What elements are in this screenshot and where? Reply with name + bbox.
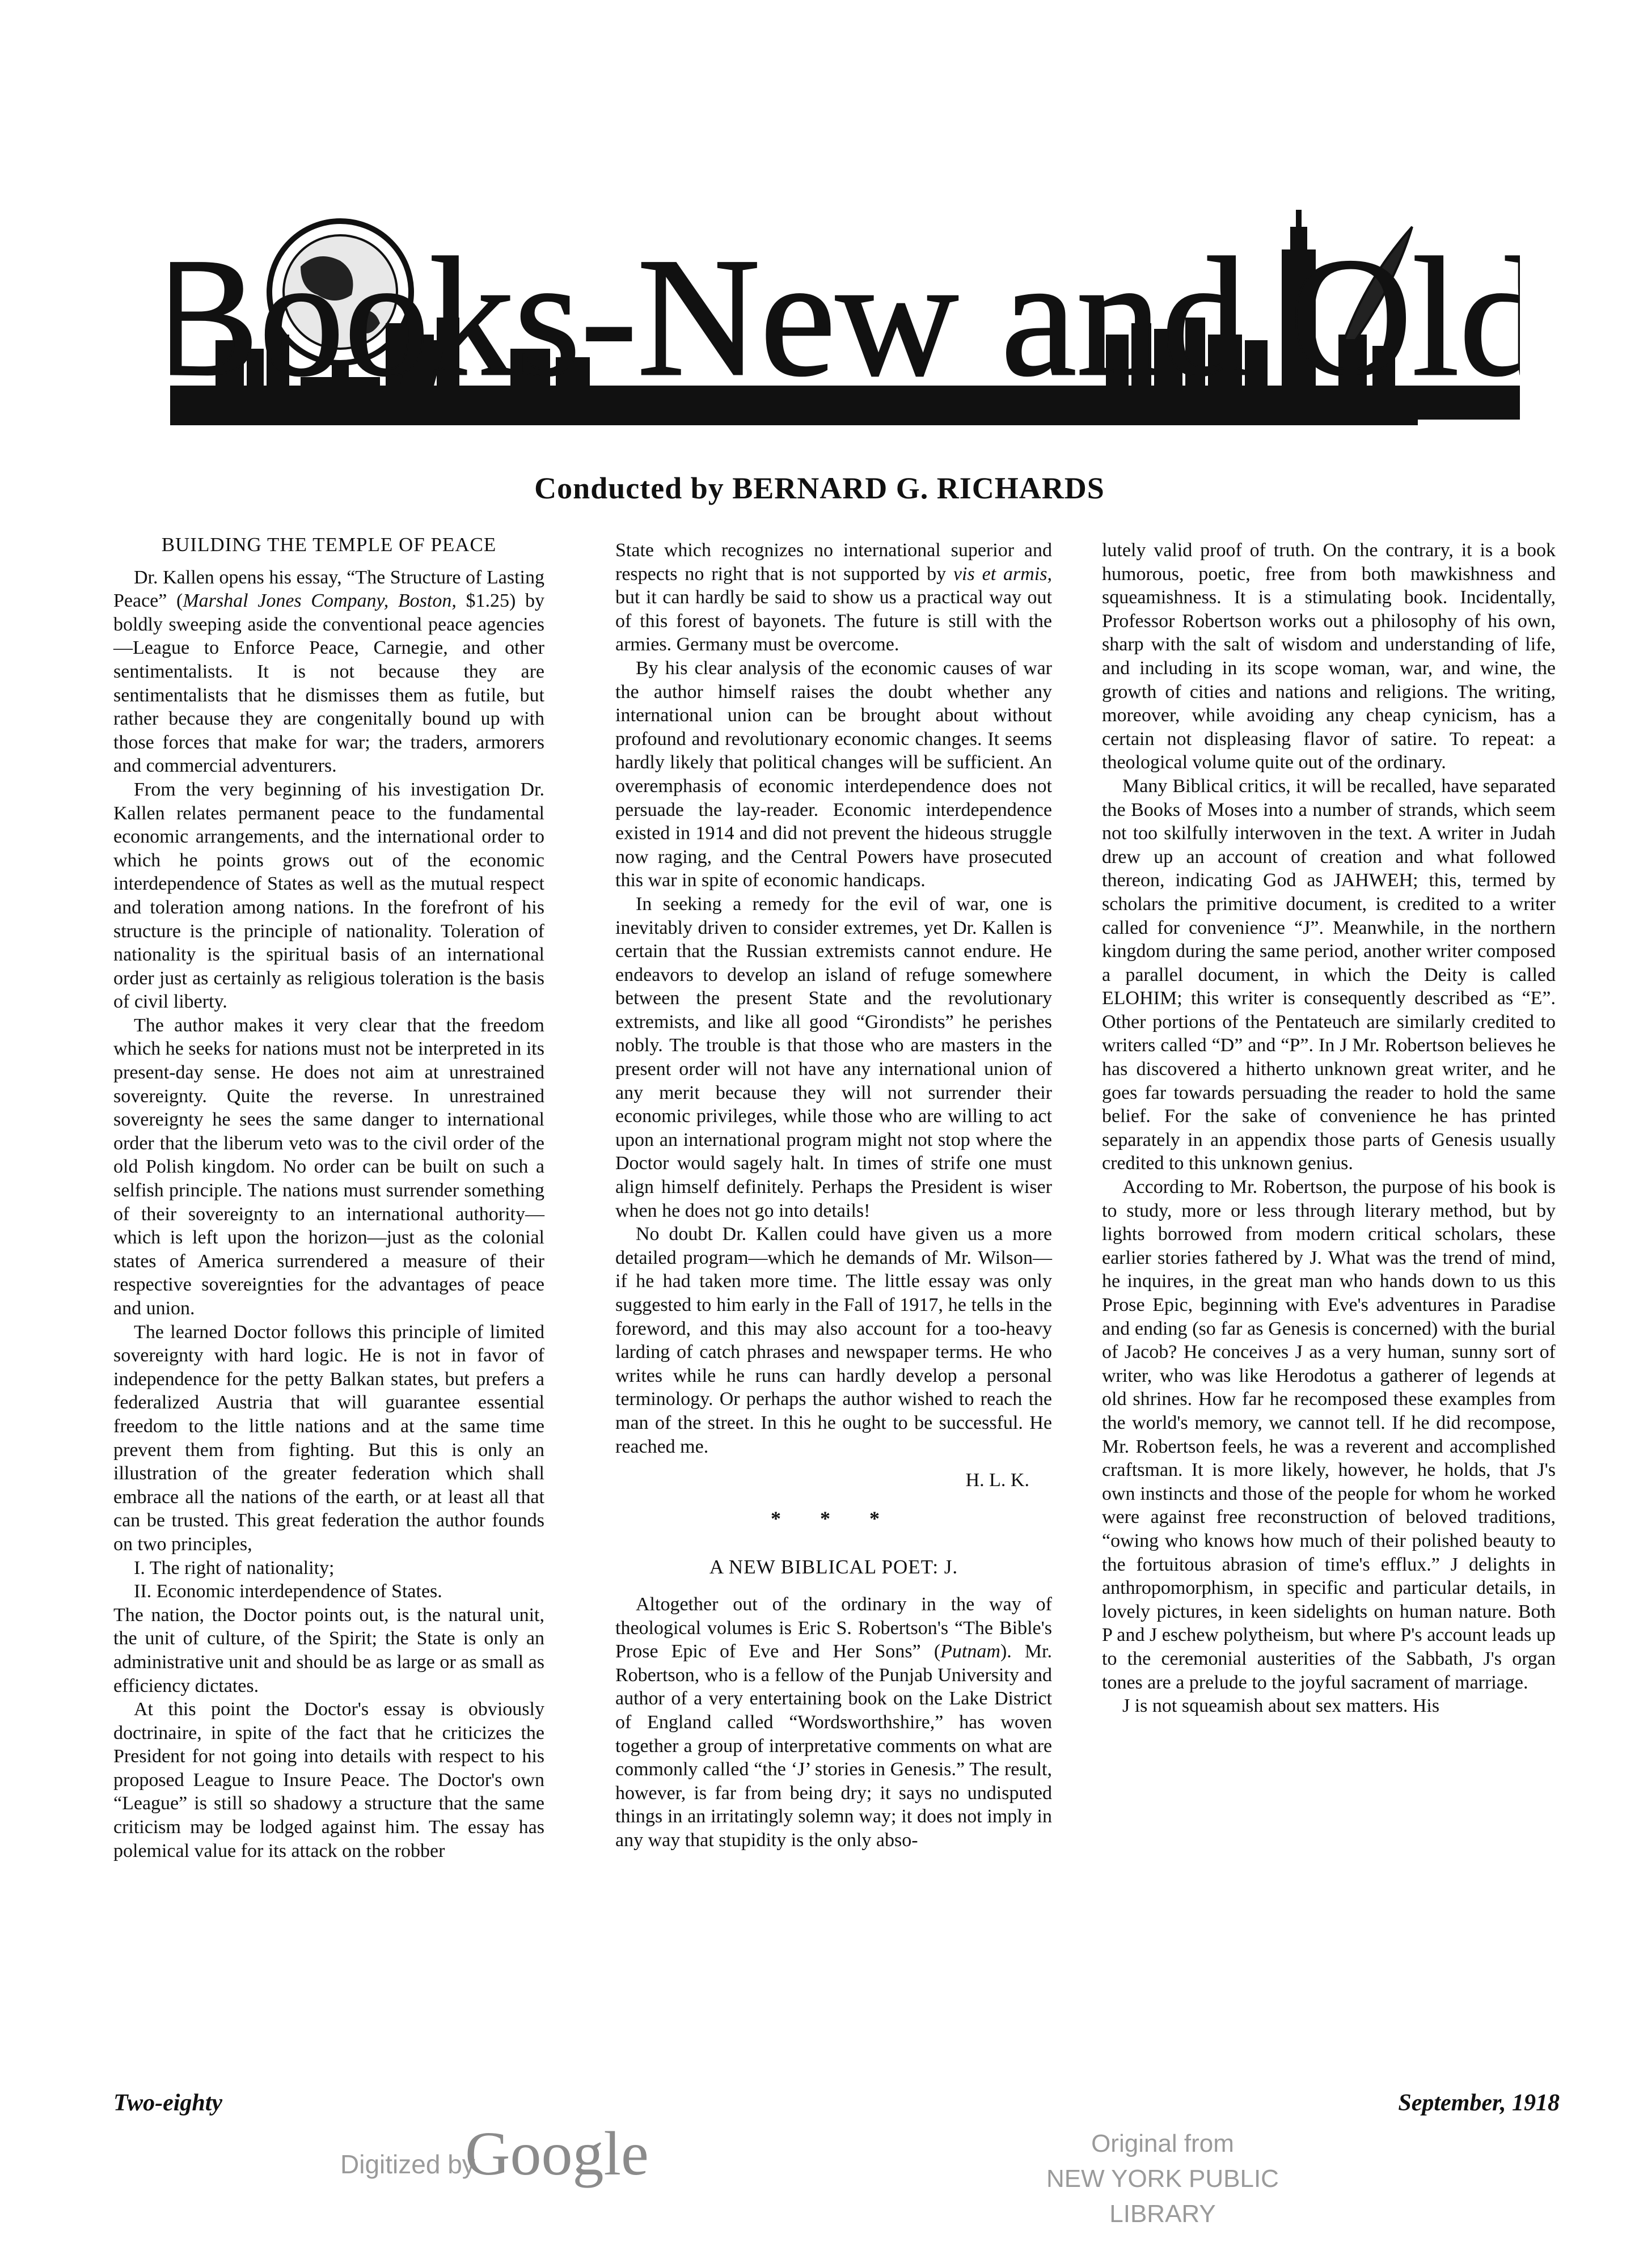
- paragraph: The nation, the Doctor points out, is the natural unit, the unit of culture, of the Spirit; the State is only an administrative unit and should be as large or as small as efficiency dictates.: [113, 1604, 544, 1696]
- masthead: [170, 153, 1520, 448]
- google-logo: Google: [465, 2119, 649, 2188]
- paragraph: J is not squeamish about sex matters. His: [1122, 1695, 1440, 1717]
- library-credit-line1: Original from: [1091, 2130, 1234, 2157]
- paragraph: From the very beginning of his investigation Dr. Kallen relates permanent peace to the fundamental economic arrangements, and the international order to which he points grows out of the economic interdependence of States as well as the mutual respect and toleration among nations. In the forefront of his structure is the principle of nationality. Toleration of nationality is the spiritual basis of an international order just as certainly as religious toleration is the basis of civil liberty.: [113, 778, 544, 1013]
- paragraph: The learned Doctor follows this principle of limited sovereignty with hard logic. He is not in favor of independence for the petty Balkan states, but prefers a federalized Austria that will guarantee essential freedom to the little nations and at the same time prevent them from fighting. But this is only an illustration of the greater federation which shall embrace all the nations of the earth, or at least all that can be trusted. This great federation the author founds on two principles,: [113, 1321, 544, 1555]
- column-3: [1102, 539, 1556, 1718]
- list-item: II. Economic interdependence of States.: [134, 1581, 442, 1602]
- paragraph: lutely valid proof of truth. On the contrary, it is a book humorous, poetic, free from both mawkishness and squeamishness. It is a stimulating book. Incidentally, Professor Robertson works out a philosophy of his own, sharp with the salt of wisdom and understanding of life, and including in its scope woman, war, and wine, the growth of cities and nations and religions. The writing, moreover, while avoiding any cheap cynicism, has a certain not displeasing flavor of satire. To repeat: a theological volume quite out of the ordinary.: [1102, 540, 1556, 773]
- page-number: Two-eighty: [113, 2090, 223, 2116]
- column-1: [113, 533, 544, 1863]
- paragraph: In seeking a remedy for the evil of war, one is inevitably driven to consider extremes, yet Dr. Kallen is certain that the Russian extremists cannot endure. He endeavors to develop an island of refuge somewhere between the present State and the revolutionary extremists, and like all good “Girondists” he perishes nobly. The trouble is that those who are masters in the present order will not have any international union of any merit because they will not surrender their economic privileges, while those who are willing to act upon an international program might not stop where the Doctor would sagely halt. In times of strife one must align himself definitely. Perhaps the President is wiser when he does not go into details!: [615, 893, 1052, 1221]
- paragraph: By his clear analysis of the economic causes of war the author himself raises the doubt whether any international union can be brought about without profound and revolutionary economic changes. It seems hardly likely that political changes will be sufficient. An overemphasis of economic interdependence does not persuade the lay-reader. Economic interdependence existed in 1914 and did not prevent the hideous struggle now raging, and the Central Powers have prosecuted this war in spite of economic handicaps.: [615, 657, 1052, 891]
- list-item: I. The right of nationality;: [134, 1557, 335, 1579]
- column-2: [615, 539, 1052, 1852]
- library-credit-line2: NEW YORK PUBLIC LIBRARY: [1046, 2165, 1279, 2228]
- paragraph: Many Biblical critics, it will be recalled, have separated the Books of Moses into a number of strands, which seem not too skilfully interwoven in the text. A writer in Judah drew up an account of creation and what followed thereon, indicating God as JAHWEH; this, termed by scholars the primitive document, is credited to a writer called for convenience “J”. Meanwhile, in the northern kingdom during the same period, another writer composed a parallel document, in which the Deity is called ELOHIM; this writer is consequently described as “E”. Other portions of the Pentateuch are similarly credited to writers called “D” and “P”. In J Mr. Robertson believes he has discovered a hitherto unknown great writer, and he goes far towards persuading the reader to hold the same belief. For the sake of convenience he has printed separately in an appendix those parts of Genesis usually credited to this unknown genius.: [1102, 775, 1556, 1174]
- article-heading: A NEW BIBLICAL POET: J.: [709, 1556, 958, 1579]
- paragraph: Dr. Kallen opens his essay, “The Structure of Lasting Peace” (Marshal Jones Company, Boston, $1.25) by boldly sweeping aside the conventional peace agencies—League to Enforce Peace, Carnegie, and other sentimentalists. It is not because they are sentimentalists that he dismisses them as futile, but rather because they are congenitally bound up with those forces that make for war; the traders, armorers and commercial adventurers.: [113, 566, 544, 777]
- section-separator: * * *: [771, 1507, 897, 1530]
- paragraph: According to Mr. Robertson, the purpose of his book is to study, more or less through literary method, but by lights borrowed from modern critical scholars, these earlier stories fathered by J. What was the trend of mind, he inquires, in the great man who hands down to us this Prose Epic, beginning with Eve's adventures in Paradise and ending (so far as Genesis is concerned) with the burial of Jacob? He conceives J as a very human, sunny sort of writer, who was like Herodotus a gatherer of legends at old shrines. How far he recomposed these examples from the world's memory, we cannot tell. If he did recompose, Mr. Robertson feels, he was a reverent and accomplished craftsman. It is more likely, however, he holds, that J's own instincts and those of the people for whom he worked were against free reconstruction of beloved traditions, “owing who knows how much of their polished beauty to the fortuitous abrasion of time's efflux.” J delights in anthropomorphism, in specific and particular details, in lovely pictures, in keen sidelights on human nature. Both P and J eschew polytheism, but where P's account leads up to the ceremonial austerities of the Sabbath, J's organ tones are a prelude to the joyful sacrament of marriage.: [1102, 1177, 1556, 1693]
- paragraph: State which recognizes no international superior and respects no right that is not supported by vis et armis, but it can hardly be said to show us a practical way out of this forest of bayonets. The future is still with the armies. Germany must be overcome.: [615, 540, 1052, 655]
- digitized-by-label: Digitized by: [340, 2149, 475, 2179]
- conductor-line: Conducted by BERNARD G. RICHARDS: [534, 471, 1105, 505]
- issue-date: September, 1918: [1398, 2090, 1560, 2116]
- paragraph: No doubt Dr. Kallen could have given us a more detailed program—which he demands of Mr. Wilson—if he had taken more time. The little essay was only suggested to him early in the Fall of 1917, he tells in the foreword, and this may also account for a too-heavy larding of catch phrases and newspaper terms. He who writes while he runs can hardly develop a personal terminology. Or perhaps the author wished to reach the man of the street. In this he ought to be successful. He reached me.: [615, 1224, 1052, 1457]
- masthead-illustration: [170, 153, 1520, 448]
- signature: H. L. K.: [965, 1470, 1029, 1491]
- paragraph: At this point the Doctor's essay is obviously doctrinaire, in spite of the fact that he criticizes the President for not going into details with respect to his proposed League to Insure Peace. The Doctor's own “League” is still so shadowy a structure that the same criticism may be lodged against him. The essay has polemical value for its attack on the robber: [113, 1699, 544, 1861]
- masthead-title: Books-New and Old: [170, 223, 1520, 411]
- paragraph: The author makes it very clear that the freedom which he seeks for nations must not be interpreted in its present-day sense. He does not aim at unrestrained sovereignty. Quite the reverse. In unrestrained sovereignty he sees the same danger to international order that the liberum veto was to the civil order of the old Polish kingdom. No order can be built on such a selfish principle. The nations must surrender something of their sovereignty to an international authority—which is left upon the horizon—just as the colonial states of America surrendered a measure of their respective sovereignties for the advantages of peace and union.: [113, 1014, 544, 1319]
- library-credit: [992, 2126, 1333, 2232]
- article-heading: BUILDING THE TEMPLE OF PEACE: [161, 534, 497, 556]
- paragraph: Altogether out of the ordinary in the way of theological volumes is Eric S. Robertson's “The Bible's Prose Epic of Eve and Her Sons” (Putnam). Mr. Robertson, who is a fellow of the Punjab University and author of a very entertaining book on the Lake District of England called “Wordsworthshire,” has woven together a group of interpretative comments on what are commonly called “the ‘J’ stories in Genesis.” The result, however, is far from being dry; it says no undisputed things in an irritatingly solemn way; it does not imply in any way that stupidity is the only abso-: [615, 1593, 1053, 1851]
